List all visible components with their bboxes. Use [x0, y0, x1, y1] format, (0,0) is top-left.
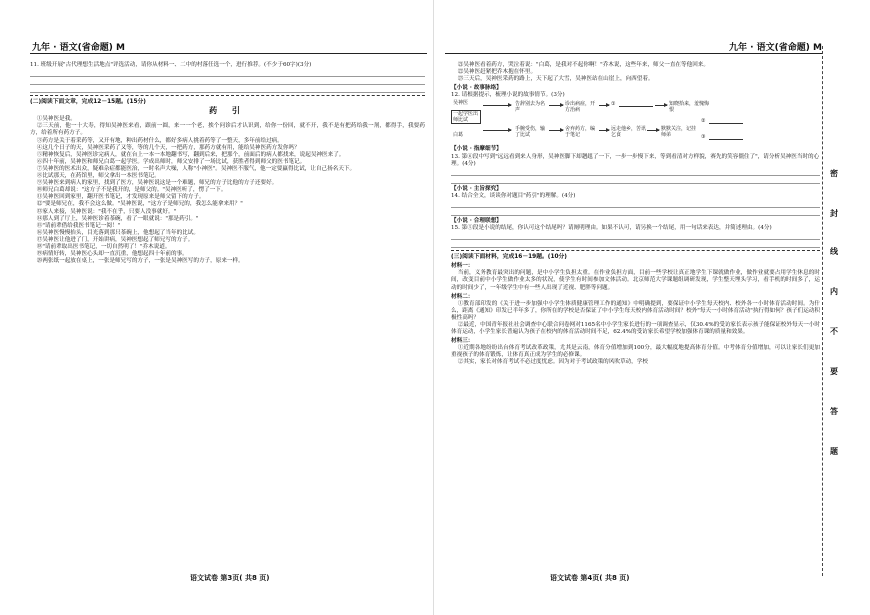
paragraph: ⑧比试那天，在药馆里，师父拿出一本医书笔记。 — [36, 173, 160, 180]
answer-blank[interactable] — [709, 117, 743, 124]
arrow — [483, 130, 511, 131]
material-1-label: 材料一： — [451, 263, 474, 270]
paragraph: ⑳两张纸一起放在桌上，一张是师兄写的方子，一张是吴神医写的方子，原来一样。 — [36, 258, 244, 265]
seal-char: 要 — [830, 366, 838, 376]
arrow — [647, 130, 659, 131]
paragraph: ⑩师兄白葛却说："这方子不是我开的，是师父的。"吴神医听了，愣了一下。 — [36, 187, 227, 194]
paragraph: ㉓三天后，吴神医采药的路上，天下起了大雪，吴神医站在山崖上，向西望着。 — [457, 76, 654, 83]
answer-line — [30, 69, 425, 77]
page-header-left: 九年 · 语文(省命题) M — [32, 43, 126, 53]
material-3-paragraph: ①近期各地纷纷出台体育考试改革政策，尤其是云南，体育分值增加到100分，最大幅度地提高体育分值。中考体育分值增加，可以让家长们更加重视孩子的体育锻炼，让体育真正成为学生的必修课。 — [451, 345, 820, 359]
answer-line[interactable] — [451, 168, 820, 176]
paragraph: ⑫"要是师兄在，我不会这么做。"吴神医说，"这方子是师兄的，我怎么能拿来用？" — [36, 201, 243, 208]
q12-tag: 【小说 · 故事脉络】 — [451, 85, 502, 92]
divider — [30, 95, 425, 96]
question-14: 14. 结合全文，谈谈你对题目"药引"的理解。(4分) — [451, 192, 576, 199]
paragraph: ⑦吴神医的医术出众，疑难杂症都能医治，一时名声大噪，人称"小神医"。吴神医不服气，他一定要赢得比试，让自己扬名天下。 — [36, 165, 356, 172]
question-15: 15. 第⑤段是小说的结尾，你认可这个结尾吗？请阐明理由。如果不认可，请另换一个结尾，用一句话来表达，并简述理由。(4分) — [451, 225, 772, 232]
seal-char: 答 — [830, 406, 838, 416]
answer-line — [30, 85, 425, 93]
paragraph: ⑤精神恢复后，吴神医诊完病人，就在台上一本一本地翻书写，翻到后来，把那个，前面后的病人都找来，说起吴神医来了。 — [36, 151, 345, 158]
material-2-paragraph: ①教育部印发的《关于进一步加强中小学生体质健康管理工作的通知》中明确提到，要保证中小学生每天校内、校外各一小时体育活动时间。为什么，距离《通知》印发已半年多了，你所在的学校是否保证了中小学生每天校内体育活动时间？校外"每天一小时体育活动"执行得如何？孩子们运动积极性高吗？ — [451, 300, 820, 321]
arrow — [549, 130, 563, 131]
paragraph: ⑲病情好转，吴神医心头却一直沉重，他想起四十年前的事。 — [36, 251, 188, 258]
page-3-content — [30, 62, 425, 265]
answer-line — [30, 77, 425, 85]
diagram-node-m1: 手腕受伤，输了比试 — [515, 126, 546, 139]
paragraph: ⑥四十年前，吴神医和师兄白葛一起学医。学成出师时，师父安排了一场比试，获胜者得到师父的医书笔记。 — [36, 158, 306, 165]
paragraph: ㉑吴神医看着药方，哭泣着说："白葛，是我对不起你啊！"乔木说，这些年来，师父一直在等他回来。 — [457, 62, 709, 68]
answer-line[interactable] — [451, 232, 820, 240]
arrow — [549, 105, 563, 106]
q13-tag: 【小说 · 指摩细节】 — [451, 146, 502, 153]
diagram-start-box: 一起学医出师比试 — [451, 110, 481, 124]
diagram-node-m4: 默默关注，记挂师弟 — [661, 126, 697, 139]
question-13: 13. 第⑥段中写到"远远看到来人身形，吴神医脚下却趔趄了一下，一步一步慢下来，等到看清对方样貌，赛先的笑容僵住了"，请分析吴神医当时的心理。(4分) — [451, 153, 820, 167]
seal-char: 不 — [830, 326, 838, 336]
paragraph: ②三天前，他一十大寿，得知吴神医来看，跟前一圆，来一一个老，挨个问诊后才认识到，给你一份回，就不开，我不是有把药给我一剂，都得手，我要药方，给着所有药方子。 — [30, 123, 425, 137]
section-3-heading: (三)阅读下面材料，完成16－19题。(10分) — [451, 254, 567, 261]
diagram-node-m2: 舍弃药方，编于笔记 — [565, 126, 596, 139]
paragraph: ㉒吴神医赶紧把乔木抱在怀里。 — [457, 69, 537, 76]
seal-notice — [826, 0, 850, 615]
material-3-paragraph: ②其实，家长对体育考试不必过度忧虑。因为对于考试政策的风吹草动，学校 — [457, 359, 648, 366]
divider — [451, 250, 820, 251]
paragraph: ⑭那人到了厅上，吴神医诊着茶碗，看了一眼就说："那是药引。" — [36, 215, 199, 222]
diagram-node-4: 知晓拾来，羞愧悔恨 — [669, 101, 710, 114]
header-rule — [445, 53, 822, 54]
diagram-blank-2: ② — [701, 118, 706, 125]
answer-line[interactable] — [451, 208, 820, 216]
q15-tag: 【小说 · 合理联想】 — [451, 217, 502, 224]
material-2-label: 材料二： — [451, 293, 474, 300]
answer-line[interactable] — [451, 240, 820, 248]
diagram-blank-1: ① — [611, 101, 616, 108]
page-4 — [435, 0, 870, 615]
paragraph: ⑯吴神医慢慢抬头，目光落到那只茶碗上，他想起了当年的比试。 — [36, 229, 199, 236]
question-12: 12. 请根据提示，梳理小说的故事情节。(3分) — [451, 92, 565, 99]
answer-line[interactable] — [451, 176, 820, 184]
answer-blank[interactable] — [619, 100, 653, 107]
q14-tag: 【小说 · 主旨探究】 — [451, 185, 502, 192]
seal-line — [822, 46, 823, 576]
seal-char: 密 — [830, 168, 838, 178]
paragraph: ⑪吴神医回到家里，翻开医书笔记，才发现原来是师父留下的方子。 — [36, 194, 205, 201]
material-1-text: 当前，义务教育最突出的问题，是中小学生负担太重。在作业负担方面，目前一些学校让真正地学生下课就做作业，做作业就要占用学生休息的时间，改变目前中小学生做作业太多的状况，使学生有时间参加文体活动。北京师范大学课题组调研发现，学生整天埋头学习，看手机的时间多了，运动的时间少了，一年级学生中有一些人出现了近视、肥胖等问题。 — [451, 270, 820, 291]
answer-blank[interactable] — [709, 133, 743, 140]
paragraph: ⑱"请前辈取出医书笔记，一切自然明了！"乔木说道。 — [36, 243, 171, 250]
paragraph: ⑨吴神医来到病人的家里，找到了医方，吴神医说这是一个难题，师兄的方子比他的方子还要好。 — [36, 180, 278, 187]
paragraph: ④这几个日子的天，吴神医采药了又等，等的几个天，一把药方，那药方就有用，能给吴神医药方发你吗？ — [36, 144, 300, 151]
seal-char: 线 — [830, 246, 838, 256]
seal-char: 封 — [830, 208, 838, 218]
page-4-content — [451, 62, 820, 367]
arrow — [599, 105, 609, 106]
question-11: 11. 班级开展"古代理想生活地点"评选活动，请你从材料一、二中的村落任选一个，进行推荐。(不少于60字)(3分) — [30, 62, 312, 68]
seal-char: 题 — [830, 446, 838, 456]
answer-line[interactable] — [451, 200, 820, 208]
material-3-label: 材料三： — [451, 338, 474, 345]
diagram-node-1: 告辞别去为名声 — [515, 101, 546, 114]
arrow — [599, 130, 609, 131]
paragraph: ③药方是关于着采药等，又开有地，种出药材什么，都好多病人挑着药等了一整天，多年前给过病。 — [36, 137, 283, 144]
diagram-label-wu: 吴神医 — [453, 100, 469, 107]
section-2-heading: (二)阅读下面文章，完成12－15题。(15分) — [30, 99, 146, 106]
diagram-node-2: 诊出病症，开方治病 — [565, 101, 596, 114]
paragraph: ⑰吴神医让他进了门，开始讲病，吴神医想起了师兄写的方子。 — [36, 236, 194, 243]
header-rule — [30, 53, 427, 54]
paragraph: ①吴神医是我。 — [36, 116, 76, 123]
paragraph: ⑮"请前辈借给我医书笔记一阅！" — [36, 222, 121, 229]
article-body — [30, 116, 425, 265]
diagram-label-bai: 白葛 — [453, 132, 464, 139]
material-2-paragraph: ②最近，中国青年报社社会调查中心联合问卷网对1165名中小学生家长进行的一项调查显示，仅30.4%的受访家长表示孩子能保证校外每天一小时体育运动，小学生家长普遍认为孩子在校内的体育活动时间不足，62.4%的受访家长希望学校加强体育课的质量和效果。 — [451, 321, 820, 336]
diagram-blank-3: ③ — [701, 134, 706, 141]
arrow — [483, 105, 511, 106]
paragraph: ⑬家人来接，吴神医说："我不在乎，只要人没事就好。" — [36, 208, 177, 215]
page-footer-left: 语文试卷 第3页( 共8 页) — [190, 574, 270, 582]
page-footer-right: 语文试卷 第4页( 共8 页) — [550, 574, 630, 582]
diagram-node-m3: 远走他乡，苦讯乞食 — [611, 126, 647, 139]
plot-diagram — [451, 100, 820, 144]
page-header-right: 九年 · 语文(省命题) M — [728, 43, 822, 53]
arrow — [655, 105, 667, 106]
seal-char: 内 — [830, 286, 838, 296]
article-title: 药 引 — [209, 105, 246, 116]
